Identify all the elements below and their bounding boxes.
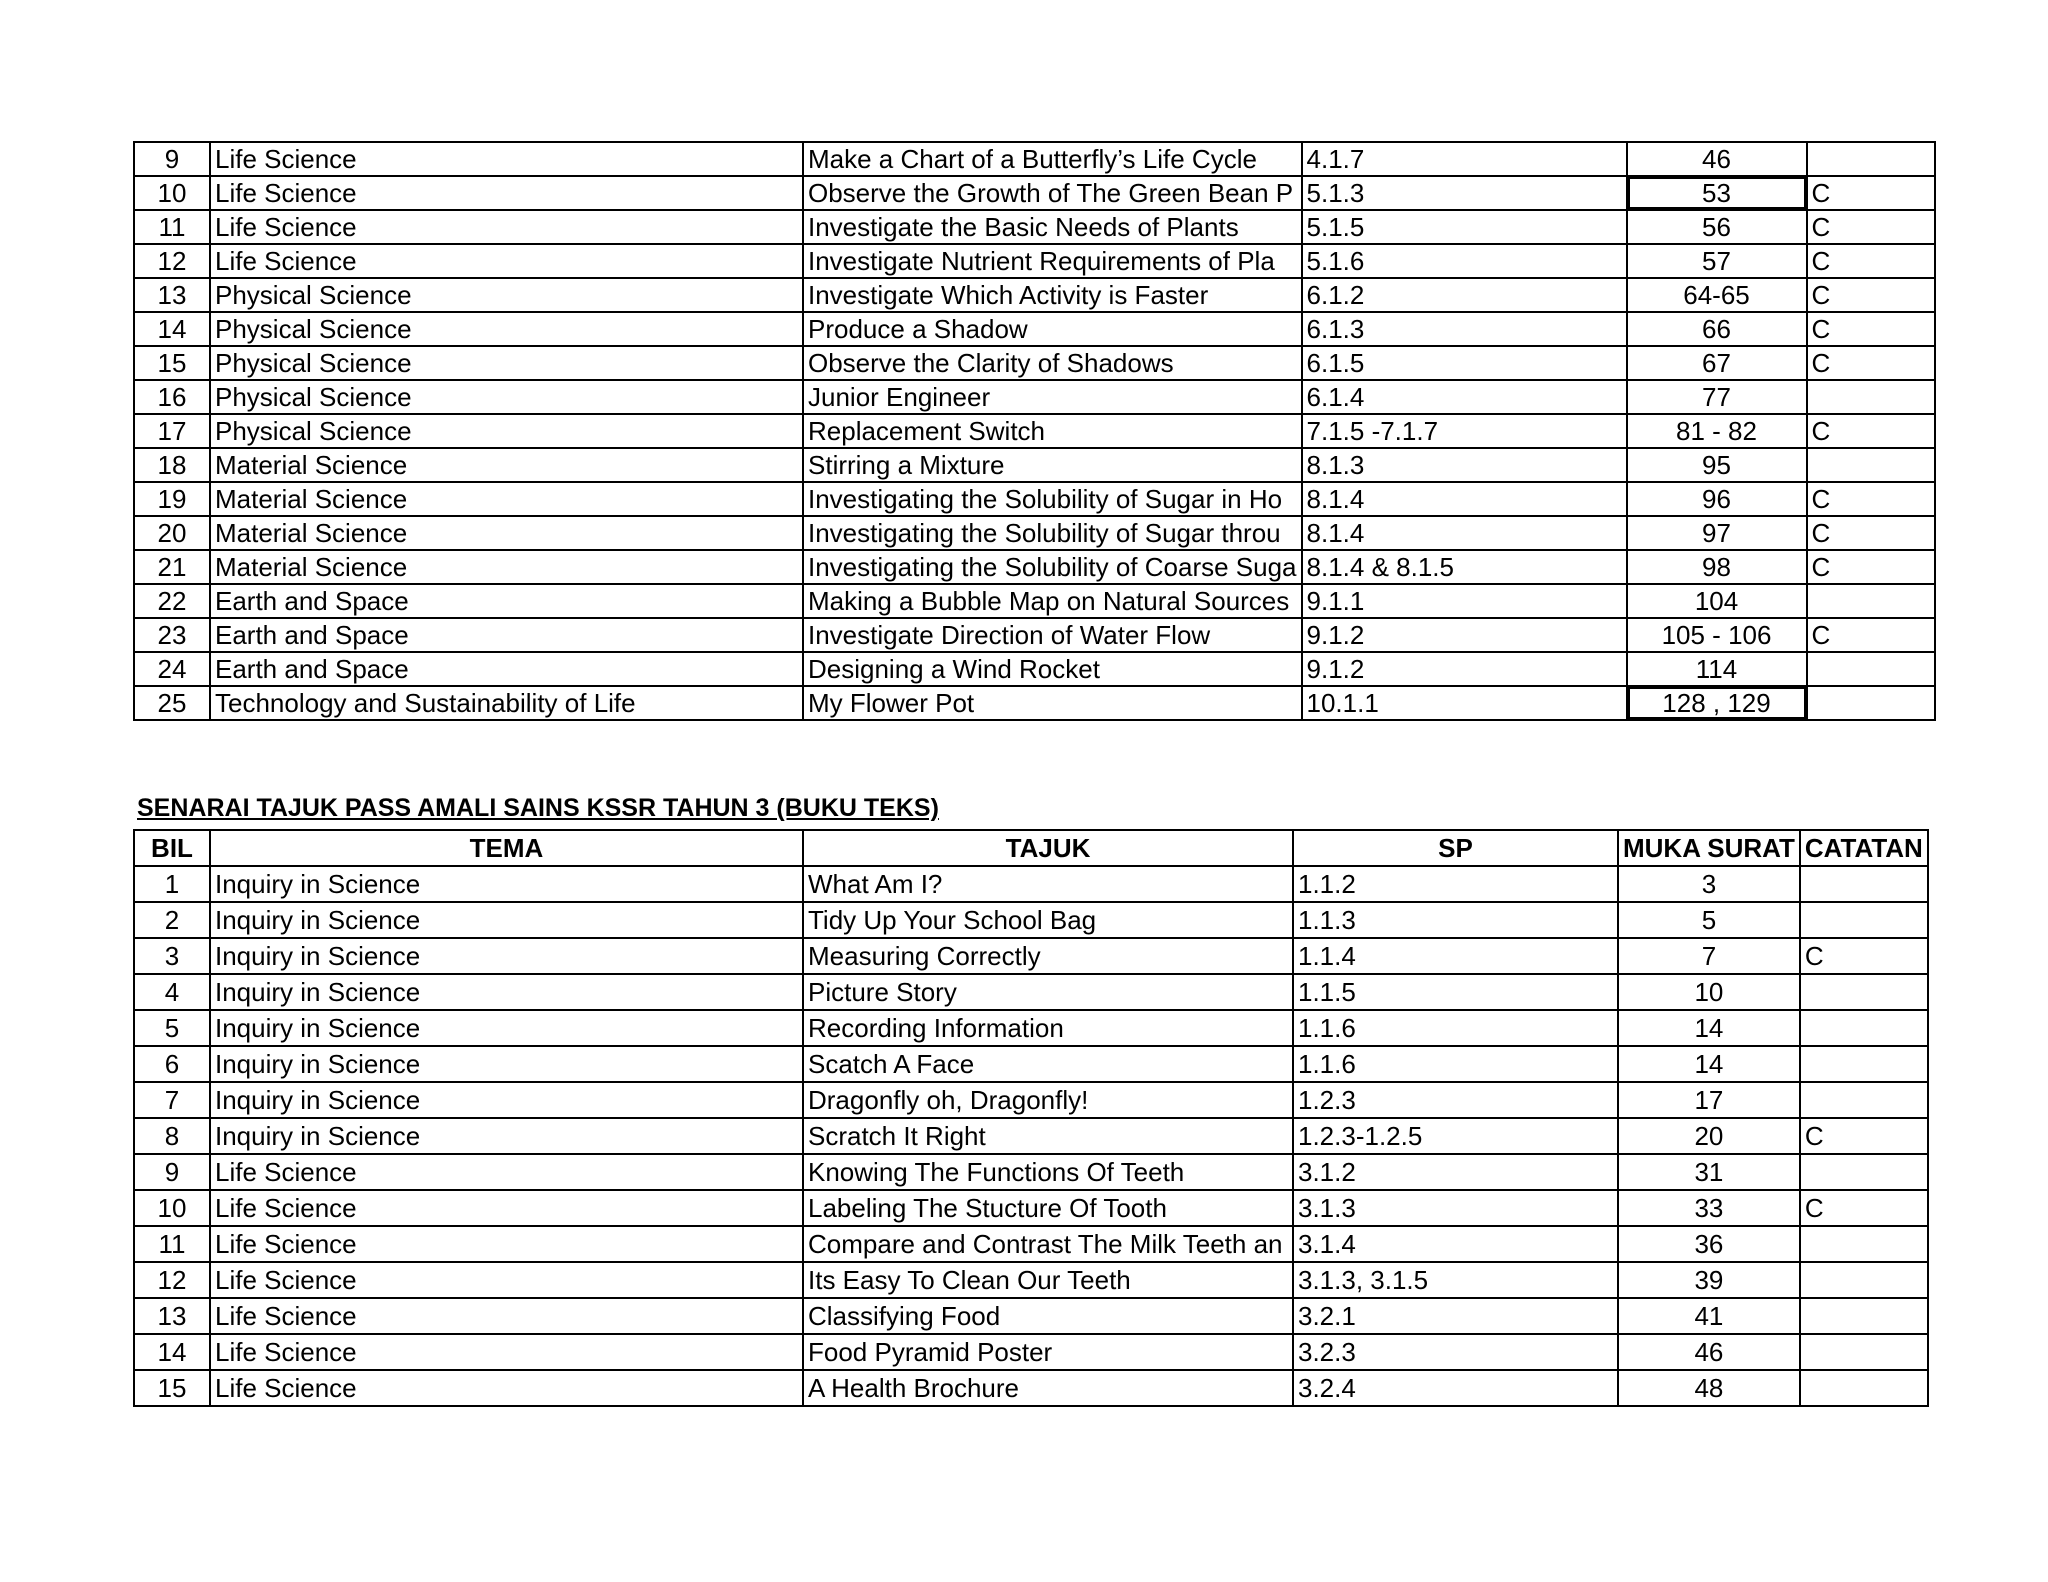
- cell-tema: Earth and Space: [210, 652, 803, 686]
- header-tema: TEMA: [210, 830, 803, 866]
- cell-tajuk: Investigating the Solubility of Sugar in Ho: [803, 482, 1302, 516]
- cell-tema: Life Science: [210, 1226, 803, 1262]
- section-title: SENARAI TAJUK PASS AMALI SAINS KSSR TAHUN 3 (BUKU TEKS): [137, 794, 939, 822]
- cell-catatan: C: [1807, 482, 1935, 516]
- cell-sp: 6.1.4: [1302, 380, 1627, 414]
- cell-bil: 12: [134, 244, 210, 278]
- table-row: [134, 516, 1935, 550]
- cell-tema: Material Science: [210, 482, 803, 516]
- cell-muka-surat: 7: [1618, 938, 1800, 974]
- cell-bil: 1: [134, 866, 210, 902]
- cell-tema: Physical Science: [210, 312, 803, 346]
- cell-muka-surat: 95: [1627, 448, 1807, 482]
- cell-sp: 8.1.4: [1302, 482, 1627, 516]
- cell-tema: Earth and Space: [210, 618, 803, 652]
- cell-sp: 3.2.1: [1293, 1298, 1618, 1334]
- cell-tema: Inquiry in Science: [210, 902, 803, 938]
- cell-muka-surat: 97: [1627, 516, 1807, 550]
- cell-catatan: [1800, 1334, 1928, 1370]
- cell-sp: 3.1.3: [1293, 1190, 1618, 1226]
- cell-catatan: [1807, 652, 1935, 686]
- cell-muka-surat: 128 , 129: [1627, 686, 1807, 720]
- cell-muka-surat: 48: [1618, 1370, 1800, 1406]
- cell-muka-surat: 114: [1627, 652, 1807, 686]
- cell-sp: 5.1.3: [1302, 176, 1627, 210]
- cell-tajuk: Observe the Growth of The Green Bean P: [803, 176, 1302, 210]
- table-row: [134, 1370, 1928, 1406]
- cell-bil: 18: [134, 448, 210, 482]
- cell-catatan: [1800, 902, 1928, 938]
- cell-sp: 8.1.4 & 8.1.5: [1302, 550, 1627, 584]
- cell-bil: 17: [134, 414, 210, 448]
- cell-tema: Life Science: [210, 1370, 803, 1406]
- cell-tajuk: Junior Engineer: [803, 380, 1302, 414]
- cell-catatan: [1800, 1154, 1928, 1190]
- cell-sp: 9.1.1: [1302, 584, 1627, 618]
- cell-tajuk: Investigate Direction of Water Flow: [803, 618, 1302, 652]
- cell-bil: 12: [134, 1262, 210, 1298]
- cell-bil: 24: [134, 652, 210, 686]
- cell-muka-surat: 57: [1627, 244, 1807, 278]
- table-row: [134, 1334, 1928, 1370]
- cell-muka-surat: 64-65: [1627, 278, 1807, 312]
- cell-muka-surat: 17: [1618, 1082, 1800, 1118]
- cell-sp: 1.2.3-1.2.5: [1293, 1118, 1618, 1154]
- cell-catatan: [1800, 866, 1928, 902]
- cell-bil: 16: [134, 380, 210, 414]
- cell-catatan: C: [1807, 516, 1935, 550]
- cell-muka-surat: 46: [1618, 1334, 1800, 1370]
- table-row: [134, 974, 1928, 1010]
- cell-sp: 1.1.6: [1293, 1010, 1618, 1046]
- cell-tajuk: Investigate the Basic Needs of Plants: [803, 210, 1302, 244]
- table-row: [134, 414, 1935, 448]
- cell-muka-surat: 81 - 82: [1627, 414, 1807, 448]
- cell-sp: 4.1.7: [1302, 142, 1627, 176]
- header-row: [134, 830, 1928, 866]
- cell-catatan: [1800, 974, 1928, 1010]
- cell-tajuk: Designing a Wind Rocket: [803, 652, 1302, 686]
- cell-tema: Inquiry in Science: [210, 1118, 803, 1154]
- cell-tajuk: Make a Chart of a Butterfly’s Life Cycle: [803, 142, 1302, 176]
- cell-bil: 3: [134, 938, 210, 974]
- cell-sp: 9.1.2: [1302, 618, 1627, 652]
- cell-muka-surat: 53: [1627, 176, 1807, 210]
- cell-tajuk: Making a Bubble Map on Natural Sources: [803, 584, 1302, 618]
- cell-sp: 3.1.4: [1293, 1226, 1618, 1262]
- table-row: [134, 686, 1935, 720]
- cell-muka-surat: 39: [1618, 1262, 1800, 1298]
- cell-tajuk: Scratch It Right: [803, 1118, 1293, 1154]
- cell-sp: 6.1.5: [1302, 346, 1627, 380]
- cell-catatan: C: [1807, 312, 1935, 346]
- cell-muka-surat: 66: [1627, 312, 1807, 346]
- cell-tajuk: Stirring a Mixture: [803, 448, 1302, 482]
- table-row: [134, 380, 1935, 414]
- cell-muka-surat: 33: [1618, 1190, 1800, 1226]
- table-row: [134, 584, 1935, 618]
- cell-bil: 4: [134, 974, 210, 1010]
- cell-catatan: C: [1807, 346, 1935, 380]
- table-row: [134, 448, 1935, 482]
- cell-tema: Inquiry in Science: [210, 974, 803, 1010]
- table-row: [134, 244, 1935, 278]
- cell-tajuk: What Am I?: [803, 866, 1293, 902]
- cell-tema: Physical Science: [210, 414, 803, 448]
- cell-catatan: C: [1807, 176, 1935, 210]
- header-tajuk: TAJUK: [803, 830, 1293, 866]
- cell-tajuk: Food Pyramid Poster: [803, 1334, 1293, 1370]
- cell-catatan: [1807, 448, 1935, 482]
- cell-tajuk: Replacement Switch: [803, 414, 1302, 448]
- cell-catatan: [1807, 584, 1935, 618]
- cell-catatan: C: [1800, 938, 1928, 974]
- table-row: [134, 346, 1935, 380]
- cell-muka-surat: 36: [1618, 1226, 1800, 1262]
- cell-tema: Life Science: [210, 1190, 803, 1226]
- cell-bil: 6: [134, 1046, 210, 1082]
- table-row: [134, 652, 1935, 686]
- cell-tajuk: Observe the Clarity of Shadows: [803, 346, 1302, 380]
- cell-bil: 15: [134, 346, 210, 380]
- cell-tema: Inquiry in Science: [210, 938, 803, 974]
- cell-bil: 20: [134, 516, 210, 550]
- header-sp: SP: [1293, 830, 1618, 866]
- cell-sp: 1.1.2: [1293, 866, 1618, 902]
- header-catatan: CATATAN: [1800, 830, 1928, 866]
- cell-catatan: [1800, 1370, 1928, 1406]
- cell-bil: 13: [134, 1298, 210, 1334]
- table-row: [134, 1046, 1928, 1082]
- cell-tajuk: Investigate Which Activity is Faster: [803, 278, 1302, 312]
- cell-bil: 8: [134, 1118, 210, 1154]
- table-row: [134, 482, 1935, 516]
- cell-tema: Inquiry in Science: [210, 866, 803, 902]
- cell-tema: Life Science: [210, 1154, 803, 1190]
- cell-tajuk: Knowing The Functions Of Teeth: [803, 1154, 1293, 1190]
- cell-tema: Material Science: [210, 550, 803, 584]
- cell-muka-surat: 14: [1618, 1046, 1800, 1082]
- cell-sp: 3.2.3: [1293, 1334, 1618, 1370]
- cell-sp: 3.1.3, 3.1.5: [1293, 1262, 1618, 1298]
- cell-sp: 1.1.4: [1293, 938, 1618, 974]
- cell-catatan: [1800, 1298, 1928, 1334]
- table-row: [134, 142, 1935, 176]
- cell-tajuk: Its Easy To Clean Our Teeth: [803, 1262, 1293, 1298]
- cell-bil: 5: [134, 1010, 210, 1046]
- cell-sp: 5.1.5: [1302, 210, 1627, 244]
- cell-muka-surat: 77: [1627, 380, 1807, 414]
- cell-bil: 9: [134, 142, 210, 176]
- cell-tema: Technology and Sustainability of Life: [210, 686, 803, 720]
- cell-muka-surat: 3: [1618, 866, 1800, 902]
- cell-tema: Earth and Space: [210, 584, 803, 618]
- cell-muka-surat: 41: [1618, 1298, 1800, 1334]
- cell-tema: Life Science: [210, 210, 803, 244]
- cell-muka-surat: 98: [1627, 550, 1807, 584]
- table-row: [134, 1010, 1928, 1046]
- cell-tajuk: Classifying Food: [803, 1298, 1293, 1334]
- cell-bil: 9: [134, 1154, 210, 1190]
- cell-tema: Material Science: [210, 448, 803, 482]
- table-row: [134, 550, 1935, 584]
- cell-catatan: [1800, 1010, 1928, 1046]
- table-row: [134, 176, 1935, 210]
- cell-sp: 3.2.4: [1293, 1370, 1618, 1406]
- cell-muka-surat: 67: [1627, 346, 1807, 380]
- cell-muka-surat: 31: [1618, 1154, 1800, 1190]
- header-bil: BIL: [134, 830, 210, 866]
- cell-tema: Life Science: [210, 176, 803, 210]
- table-row: [134, 1262, 1928, 1298]
- cell-sp: 5.1.6: [1302, 244, 1627, 278]
- cell-catatan: [1800, 1226, 1928, 1262]
- header-muka-surat: MUKA SURAT: [1618, 830, 1800, 866]
- cell-bil: 7: [134, 1082, 210, 1118]
- cell-sp: 9.1.2: [1302, 652, 1627, 686]
- cell-catatan: C: [1800, 1190, 1928, 1226]
- table-row: [134, 902, 1928, 938]
- cell-bil: 11: [134, 1226, 210, 1262]
- cell-tema: Life Science: [210, 142, 803, 176]
- cell-muka-surat: 105 - 106: [1627, 618, 1807, 652]
- table-row: [134, 938, 1928, 974]
- cell-bil: 15: [134, 1370, 210, 1406]
- cell-bil: 14: [134, 312, 210, 346]
- cell-bil: 10: [134, 1190, 210, 1226]
- cell-tema: Inquiry in Science: [210, 1082, 803, 1118]
- cell-bil: 23: [134, 618, 210, 652]
- table-body: [134, 866, 1928, 1406]
- cell-catatan: C: [1800, 1118, 1928, 1154]
- cell-sp: 10.1.1: [1302, 686, 1627, 720]
- cell-muka-surat: 14: [1618, 1010, 1800, 1046]
- cell-catatan: C: [1807, 414, 1935, 448]
- cell-catatan: C: [1807, 278, 1935, 312]
- cell-catatan: [1807, 142, 1935, 176]
- cell-bil: 13: [134, 278, 210, 312]
- cell-sp: 1.1.6: [1293, 1046, 1618, 1082]
- cell-tema: Physical Science: [210, 346, 803, 380]
- cell-tema: Life Science: [210, 244, 803, 278]
- table-row: [134, 1226, 1928, 1262]
- cell-muka-surat: 104: [1627, 584, 1807, 618]
- cell-catatan: [1800, 1262, 1928, 1298]
- cell-tajuk: Dragonfly oh, Dragonfly!: [803, 1082, 1293, 1118]
- cell-sp: 6.1.2: [1302, 278, 1627, 312]
- cell-tajuk: Produce a Shadow: [803, 312, 1302, 346]
- cell-tajuk: Compare and Contrast The Milk Teeth an: [803, 1226, 1293, 1262]
- cell-muka-surat: 20: [1618, 1118, 1800, 1154]
- cell-tema: Material Science: [210, 516, 803, 550]
- cell-sp: 8.1.3: [1302, 448, 1627, 482]
- cell-tajuk: Investigating the Solubility of Coarse Suga: [803, 550, 1302, 584]
- cell-muka-surat: 96: [1627, 482, 1807, 516]
- cell-tajuk: Tidy Up Your School Bag: [803, 902, 1293, 938]
- cell-tajuk: Picture Story: [803, 974, 1293, 1010]
- cell-catatan: [1800, 1082, 1928, 1118]
- cell-catatan: C: [1807, 618, 1935, 652]
- cell-tajuk: Recording Information: [803, 1010, 1293, 1046]
- cell-bil: 19: [134, 482, 210, 516]
- cell-sp: 7.1.5 -7.1.7: [1302, 414, 1627, 448]
- cell-bil: 10: [134, 176, 210, 210]
- cell-tema: Life Science: [210, 1334, 803, 1370]
- cell-muka-surat: 10: [1618, 974, 1800, 1010]
- cell-catatan: C: [1807, 550, 1935, 584]
- cell-sp: 8.1.4: [1302, 516, 1627, 550]
- table-row: [134, 312, 1935, 346]
- cell-catatan: [1807, 380, 1935, 414]
- cell-tajuk: Investigating the Solubility of Sugar throu: [803, 516, 1302, 550]
- cell-tema: Physical Science: [210, 380, 803, 414]
- cell-tema: Physical Science: [210, 278, 803, 312]
- cell-bil: 25: [134, 686, 210, 720]
- cell-bil: 21: [134, 550, 210, 584]
- cell-sp: 1.1.5: [1293, 974, 1618, 1010]
- cell-tema: Inquiry in Science: [210, 1046, 803, 1082]
- cell-muka-surat: 56: [1627, 210, 1807, 244]
- cell-bil: 2: [134, 902, 210, 938]
- cell-bil: 11: [134, 210, 210, 244]
- cell-catatan: C: [1807, 244, 1935, 278]
- table-row: [134, 1190, 1928, 1226]
- table-row: [134, 1118, 1928, 1154]
- cell-bil: 14: [134, 1334, 210, 1370]
- cell-tema: Life Science: [210, 1262, 803, 1298]
- practical-topics-table-year3: [133, 829, 1929, 1407]
- practical-topics-table-continued: [133, 141, 1936, 721]
- cell-tajuk: Investigate Nutrient Requirements of Pla: [803, 244, 1302, 278]
- cell-sp: 6.1.3: [1302, 312, 1627, 346]
- table-row: [134, 278, 1935, 312]
- cell-tajuk: A Health Brochure: [803, 1370, 1293, 1406]
- table-row: [134, 1154, 1928, 1190]
- cell-catatan: [1807, 686, 1935, 720]
- cell-sp: 3.1.2: [1293, 1154, 1618, 1190]
- cell-tema: Inquiry in Science: [210, 1010, 803, 1046]
- table-row: [134, 210, 1935, 244]
- table-row: [134, 866, 1928, 902]
- cell-catatan: C: [1807, 210, 1935, 244]
- cell-tajuk: My Flower Pot: [803, 686, 1302, 720]
- cell-tajuk: Labeling The Stucture Of Tooth: [803, 1190, 1293, 1226]
- table-row: [134, 1298, 1928, 1334]
- table-row: [134, 618, 1935, 652]
- cell-sp: 1.1.3: [1293, 902, 1618, 938]
- table-body: [134, 142, 1935, 720]
- cell-catatan: [1800, 1046, 1928, 1082]
- cell-muka-surat: 46: [1627, 142, 1807, 176]
- cell-tema: Life Science: [210, 1298, 803, 1334]
- cell-sp: 1.2.3: [1293, 1082, 1618, 1118]
- cell-tajuk: Measuring Correctly: [803, 938, 1293, 974]
- table-row: [134, 1082, 1928, 1118]
- cell-bil: 22: [134, 584, 210, 618]
- cell-tajuk: Scatch A Face: [803, 1046, 1293, 1082]
- cell-muka-surat: 5: [1618, 902, 1800, 938]
